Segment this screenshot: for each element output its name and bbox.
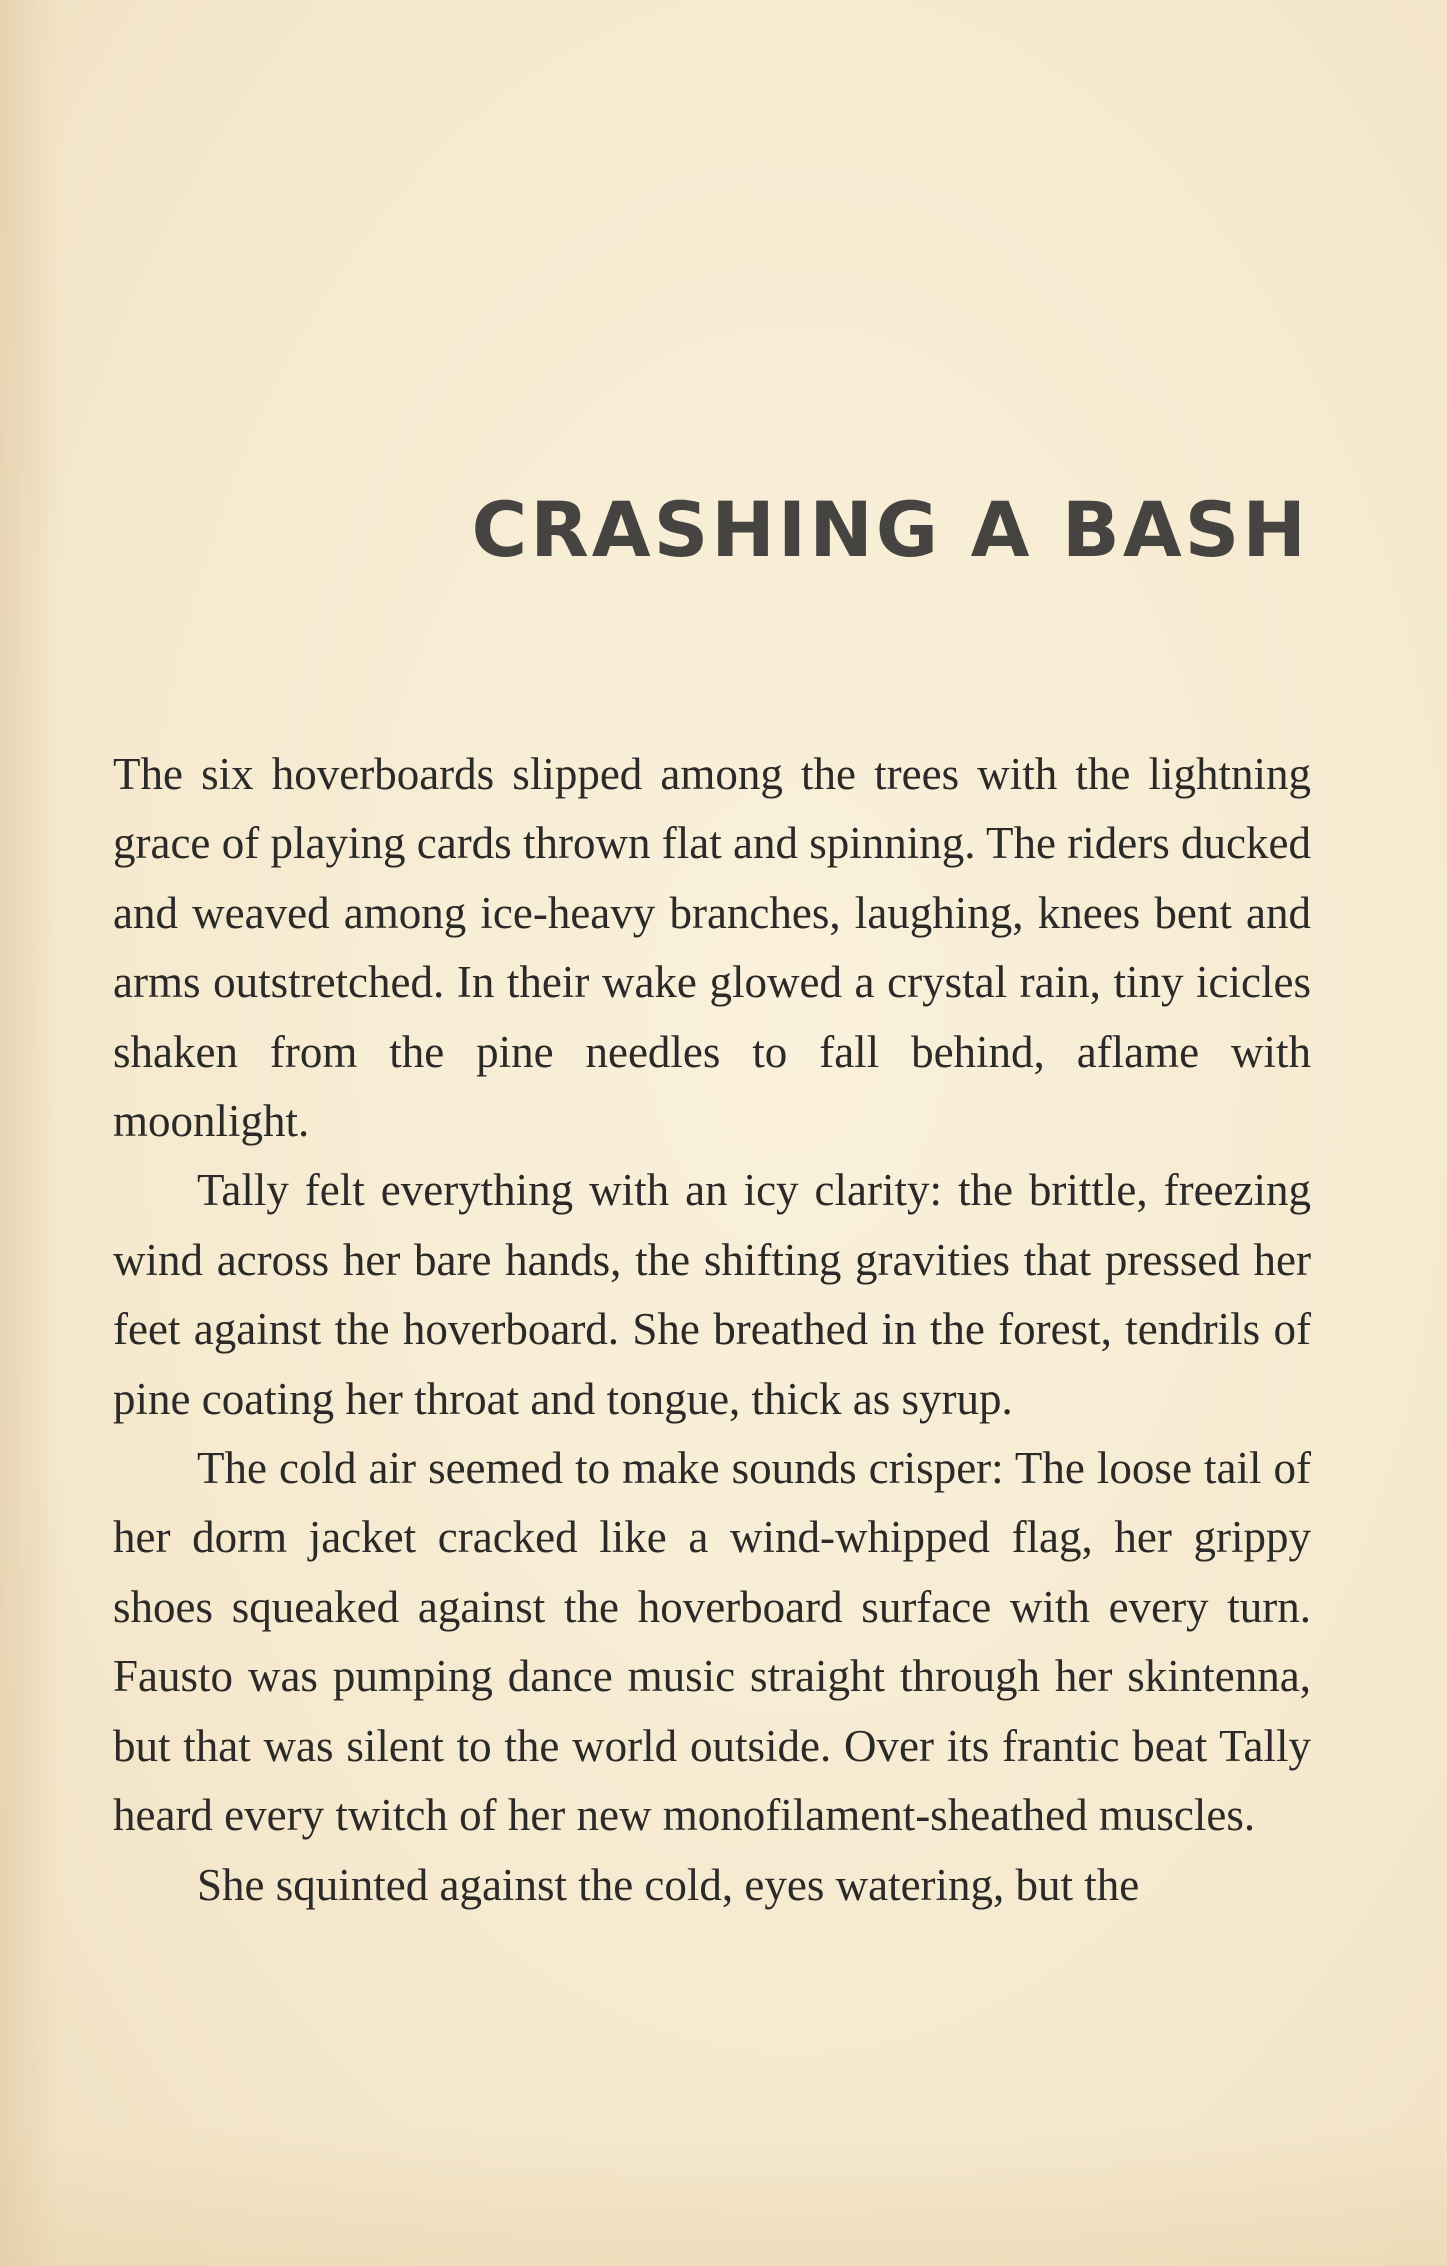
paragraph: The cold air seemed to make sounds crisper: The loose tail of her dorm jacket cracked like a wind-whipped flag, her grippy shoes squeaked against the hoverboard surface with every turn. Fausto was pumping dance music straight through her skintenna, but that was silent to the world outside. Over its frantic beat Tally heard every twitch of her new monofilament-sheathed muscles.: [113, 1443, 1311, 1841]
chapter-body: [113, 740, 1311, 1920]
paragraph: Tally felt everything with an icy clarity: the brittle, freezing wind across her bare hands, the shifting gravities that pressed her feet against the hoverboard. She breathed in the forest, tendrils of pine coating her throat and tongue, thick as syrup.: [113, 1165, 1311, 1424]
paragraph: The six hoverboards slipped among the trees with the lightning grace of playing cards thrown flat and spinning. The riders ducked and weaved among ice-heavy branches, laughing, knees bent and arms outstretched. In their wake glowed a crystal rain, tiny icicles shaken from the pine needles to fall behind, aflame with moonlight.: [113, 749, 1311, 1147]
paragraph: She squinted against the cold, eyes watering, but the: [197, 1859, 1140, 1910]
chapter-title: CRASHING A BASH: [471, 485, 1309, 574]
